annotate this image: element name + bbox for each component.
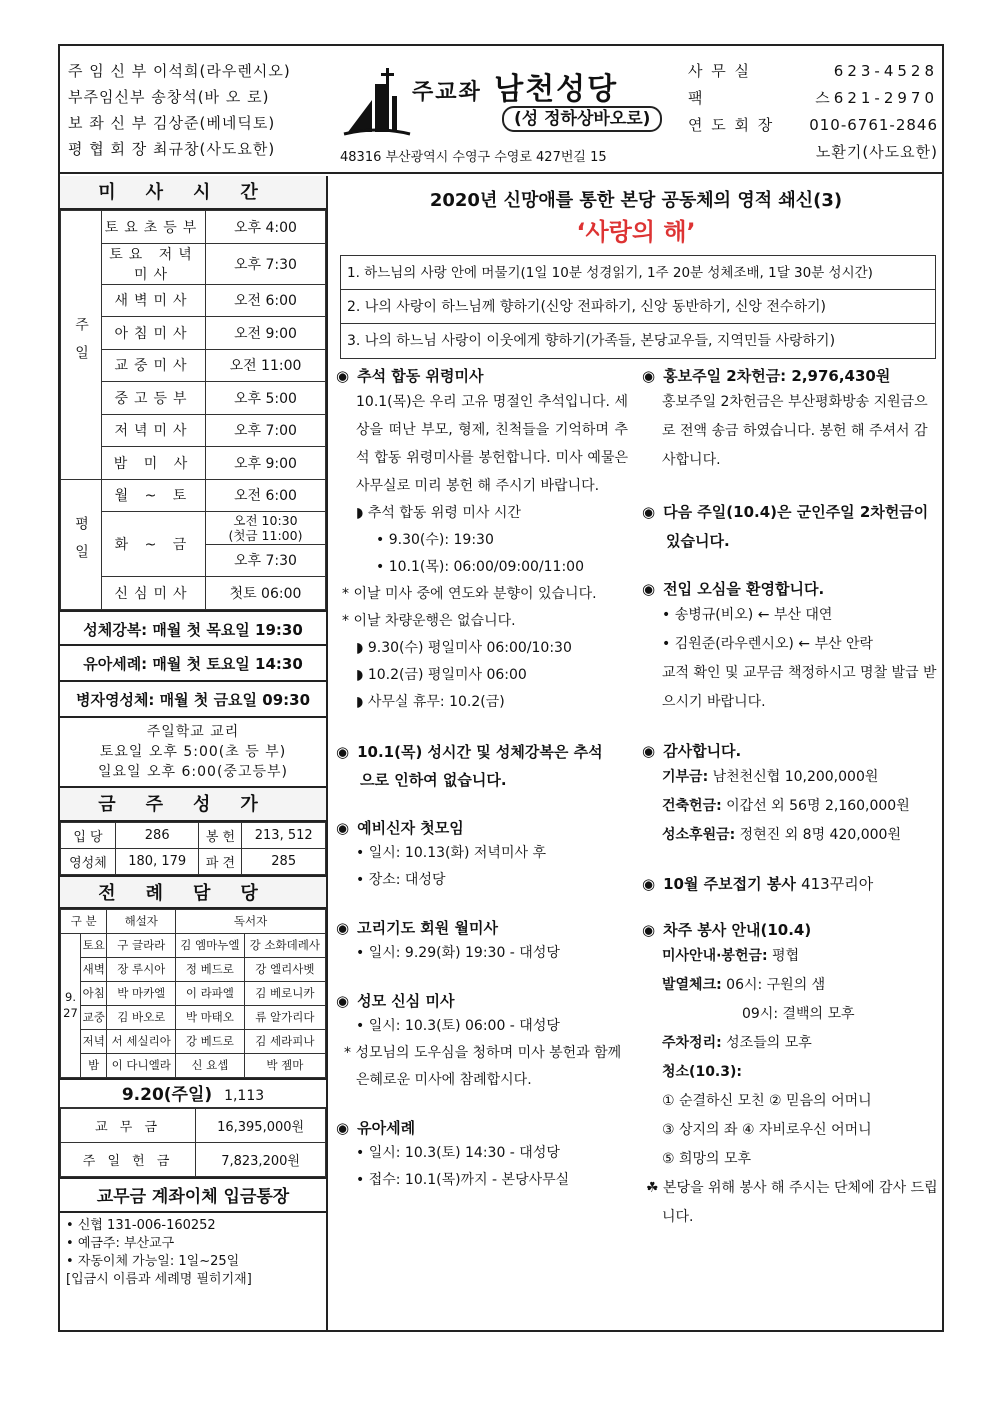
- list-item: ③ 상지의 좌 ④ 자비로우신 어머니: [662, 1122, 872, 1138]
- closing-note: ☘ 본당을 위해 봉사 해 주시는 단체에 감사 드립니다.: [646, 1180, 938, 1225]
- page-title: 2020년 신망애를 통한 본당 공동체의 영적 쇄신(3): [429, 190, 843, 211]
- table-row: 오후 7:30: [61, 544, 326, 577]
- table-row: 평일 월 ~ 토 오전 6:00: [61, 479, 326, 512]
- list-item: • 9.30(수): 19:30: [376, 532, 494, 548]
- table-row: 중고등부 오후 5:00: [61, 382, 326, 415]
- list-item: * 성모님의 도우심을 청하며 미사 봉헌과 함께 은혜로운 미사에 참례합시다.: [344, 1045, 622, 1088]
- church-patron: (성 정하상바오로): [502, 106, 662, 132]
- list-item: ◗ 10.2(금) 평일미사 06:00: [356, 667, 527, 683]
- bank-title: 교무금 계좌이체 입금통장: [60, 1177, 326, 1213]
- section-heading: ◉ 예비신자 첫모임: [336, 819, 464, 837]
- list-item: ① 순결하신 모친 ② 믿음의 어머니: [662, 1093, 872, 1109]
- list-item: • 장소: 대성당: [356, 872, 446, 888]
- table-row: 아침미사 오전 9:00: [61, 317, 326, 350]
- list-item: 청소(10.3):: [662, 1064, 742, 1080]
- bank-note: [입금시 이름과 세례명 필히기재]: [66, 1271, 252, 1287]
- liturgy-title: 전례담당: [60, 875, 326, 909]
- list-item: • 송병규(비오) ← 부산 대연: [662, 607, 833, 623]
- table-row: 새벽 장 루시아 정 베드로 강 엘리사벳: [61, 957, 326, 981]
- sunday-school: 주일학교 교리 토요일 오후 5:00(초 등 부) 일요일 오후 6:00(중고등부): [60, 718, 326, 788]
- table-row: 저녁 서 세실리아 강 베드로 김 세라피나: [61, 1029, 326, 1053]
- table-row: 새벽미사 오전 6:00: [61, 284, 326, 317]
- section-heading: ◉ 성모 신심 미사: [336, 992, 455, 1010]
- goals-box: [340, 255, 936, 359]
- section-heading: ◉ 홍보주일 2차헌금: 2,976,430원: [642, 367, 891, 385]
- list-item: 2. 나의 사랑이 하느님께 향하기(신앙 전파하기, 신앙 동반하기, 신앙 전수하기): [341, 290, 935, 324]
- staff-list: [68, 58, 333, 162]
- list-item: * 이날 미사 중에 연도와 분향이 있습니다.: [342, 586, 597, 602]
- list-item: 기부금: 남천천신협 10,200,000원: [662, 769, 879, 785]
- table-row: 화 ~ 금 오전 10:30 (첫금 11:00): [61, 512, 326, 545]
- list-item: • 일시: 10.3(토) 14:30 - 대성당: [356, 1145, 560, 1161]
- section-heading: ◉ 고리기도 회원 월미사: [336, 919, 498, 937]
- anointing-line: 병자영성체: 매월 첫 금요일 09:30: [60, 682, 326, 718]
- hymns-title: 금주성가: [60, 788, 326, 822]
- weekday-label: 평일: [61, 479, 102, 609]
- table-row: 신심미사 첫토 06:00: [61, 577, 326, 610]
- left-sidebar: [60, 176, 328, 1330]
- adoration-line: 성체강복: 매월 첫 목요일 19:30: [60, 610, 326, 646]
- staff-row: 주 임 신 부 이석희(라우렌시오): [68, 62, 291, 80]
- list-item: 성소후원금: 정현진 외 8명 420,000원: [662, 827, 901, 843]
- sunday-label: 주일: [61, 211, 102, 480]
- church-address: 48316 부산광역시 수영구 수영로 427번길 15: [340, 150, 607, 165]
- list-item: 주차정리: 성조들의 모후: [662, 1035, 812, 1051]
- list-item: • 자동이체 가능일: 1일~25일: [66, 1253, 240, 1269]
- list-item: • 예금주: 부산교구: [66, 1235, 175, 1251]
- section-heading: ◉ 10.1(목) 성시간 및 성체강복은 추석: [336, 743, 603, 761]
- contact-row: 연 도 회 장 010-6761-2846: [688, 116, 938, 134]
- section-heading: ◉ 추석 합동 위령미사: [336, 367, 484, 385]
- list-item: 1. 하느님의 사랑 안에 머물기(1일 10분 성경읽기, 1주 20분 성체조배, 1달 30분 성시간): [341, 256, 935, 290]
- staff-row: 부주임신부 송창석(바 오 로): [68, 88, 270, 106]
- bulletin-page: [58, 44, 944, 1332]
- table-row: 9. 27 토요 구 글라라 김 엠마누엘 강 소화데레사: [61, 933, 326, 957]
- section-heading: ◉ 다음 주일(10.4)은 군인주일 2차헌금이: [642, 503, 929, 521]
- page-subtitle: ‘사랑의 해’: [576, 218, 696, 246]
- staff-row: 보 좌 신 부 김상준(베네딕토): [68, 114, 276, 132]
- list-item: • 10.1(목): 06:00/09:00/11:00: [376, 559, 584, 575]
- contact-row: 팩 스621-2970: [688, 89, 938, 107]
- table-row: 교 무 금 16,395,000원: [61, 1108, 326, 1142]
- list-item: • 일시: 10.3(토) 06:00 - 대성당: [356, 1018, 560, 1034]
- list-item: 3. 나의 하느님 사랑이 이웃에게 향하기(가족들, 본당교우들, 지역민들 사랑하기): [347, 333, 836, 349]
- list-item: ◗ 사무실 휴무: 10.2(금): [356, 694, 505, 710]
- list-item: * 이날 차량운행은 없습니다.: [342, 613, 516, 629]
- section-heading: ◉ 차주 봉사 안내(10.4): [642, 921, 812, 939]
- list-item: • 일시: 10.13(화) 저녁미사 후: [356, 845, 546, 861]
- list-item: ◗ 9.30(수) 평일미사 06:00/10:30: [356, 640, 572, 656]
- clover-icon: ☘: [646, 1180, 659, 1196]
- liturgy-date: 9. 27: [61, 933, 81, 1077]
- table-row: 교중 김 바오로 박 마태오 류 알가리다: [61, 1005, 326, 1029]
- list-item: ⑤ 희망의 모후: [662, 1151, 752, 1167]
- table-row: 저녁미사 오후 7:00: [61, 414, 326, 447]
- list-item: • 접수: 10.1(목)까지 - 본당사무실: [356, 1172, 570, 1188]
- church-title: 주교좌 남천성당: [412, 72, 619, 107]
- bank-details: [60, 1213, 326, 1293]
- staff-row: 평 협 회 장 최규창(사도요한): [68, 140, 276, 158]
- section-heading: ◉ 유아세례: [336, 1119, 416, 1137]
- list-item: 건축헌금: 이갑선 외 56명 2,160,000원: [662, 798, 910, 814]
- list-item: • 일시: 9.29(화) 19:30 - 대성당: [356, 945, 560, 961]
- section-heading: ◉ 전입 오심을 환영합니다.: [642, 580, 825, 598]
- bulletin-header: [60, 46, 942, 174]
- table-row: 주 일 헌 금 7,823,200원: [61, 1142, 326, 1176]
- section-heading: ◉ 10월 주보접기 봉사 413꾸리아: [642, 875, 874, 893]
- table-row: 아침 박 마카엘 이 라파엘 김 베로니카: [61, 981, 326, 1005]
- table-row: 밤 이 다니엘라 신 요셉 박 젬마: [61, 1053, 326, 1077]
- hymns-table: [60, 822, 326, 875]
- table-row: 밤 미 사 오후 9:00: [61, 447, 326, 480]
- list-item: • 김원준(라우렌시오) ← 부산 안락: [662, 636, 874, 652]
- table-row: 영성체 180, 179 파 견 285: [61, 848, 326, 874]
- table-row: 입 당 286 봉 헌 213, 512: [61, 822, 326, 848]
- table-row: 토요 저녁미사 오후 7:30: [61, 243, 326, 284]
- contact-list: [688, 58, 938, 166]
- list-item: 발열체크: 06시: 구원의 샘: [662, 977, 826, 993]
- mass-times-title: 미사시간: [60, 176, 326, 210]
- news-column-right: ◉ 홍보주일 2차헌금: 2,976,430원 홍보주일 2차헌금은 부산평화방송 지원금으로 전액 송금 하였습니다. 봉헌 해 주셔서 감사합니다. ◉ 다음 주일(10.4)은 군인주일 2차헌금이 있습니다. ◉ 전입 오심을 환영합니다. • 송병규(비오) ← 부산 대연 • 김원준(라우렌시오) ← 부산 안락 교적 확인 및 교무금 책정하시고 명찰 발급 받으시기 바랍니다. ◉ 감사합니다. 기부금: 남천천신협 10,200,000원 건축헌금: 이갑선 외 56명 2,160,000원 성소후원금: 정현진 외 8명 420,000원 ◉ 10월 주보접기 봉사 413꾸리아 ◉ 차주 봉사 안내(10.4) 미사안내·봉헌금: 평협 발열체크: 06시: 구원의 샘 09시: 결백의 모후 주차정리: 성조들의 모후 청소(10.3): ① 순결하신 모친 ② 믿음의 어머니 ③ 상지의 좌 ④ 자비로우신 어머니 ⑤ 희망의 모후 ☘ 본당을 위해 봉사 해 주시는 단체에 감사 드립니다.: [642, 364, 938, 1232]
- church-logo-icon: [342, 66, 412, 138]
- infant-baptism-line: 유아세례: 매월 첫 토요일 14:30: [60, 646, 326, 682]
- list-item: ◗ 추석 합동 위령 미사 시간: [356, 505, 521, 521]
- list-item: 미사안내·봉헌금: 평협: [662, 948, 800, 964]
- table-row: 구 분 해설자 독서자: [61, 909, 326, 933]
- main-content: [330, 176, 942, 1330]
- contact-row: 노환기(사도요한): [815, 143, 938, 161]
- finance-table: [60, 1108, 326, 1177]
- section-heading: ◉ 감사합니다.: [642, 742, 742, 760]
- list-item: 09시: 결백의 모후: [742, 1006, 855, 1022]
- liturgy-table: [60, 909, 326, 1078]
- list-item: • 신협 131-006-160252: [66, 1217, 216, 1233]
- table-row: 교중미사 오전 11:00: [61, 349, 326, 382]
- news-column-left: ◉ 추석 합동 위령미사 10.1(목)은 우리 고유 명절인 추석입니다. 세상을 떠난 부모, 형제, 친척들을 기억하며 추석 합동 위령미사를 봉헌합니다. 미사 예물은 사무실로 미리 봉헌 해 주시기 바랍니다. ◗ 추석 합동 위령 미사 시간 • 9.30(수): 19:30 • 10.1(목): 06:00/09:00/11:00 * 이날 미사 중에 연도와 분향이 있습니다. * 이날 차량운행은 없습니다. ◗ 9.30(수) 평일미사 06:00/10:30 ◗ 10.2(금) 평일미사 06:00 ◗ 사무실 휴무: 10.2(금) ◉ 10.1(목) 성시간 및 성체강복은 추석 으로 인하여 없습니다. ◉ 예비신자 첫모임 • 일시: 10.13(화) 저녁미사 후 • 장소: 대성당 ◉ 고리기도 회원 월미사 • 일시: 9.29(화) 19:30 - 대성당 ◉ 성모 신심 미사 • 일시: 10.3(토) 06:00 - 대성당 * 성모님의 도우심을 청하며 미사 봉헌과 함께 은혜로운 미사에 참례합시다. ◉ 유아세례 • 일시: 10.3(토) 14:30 - 대성당 • 접수: 10.1(목)까지 - 본당사무실: [336, 364, 628, 1194]
- mass-schedule-table: [60, 210, 326, 610]
- table-row: 주일 토요초등부 오후 4:00: [61, 211, 326, 244]
- week-attendance: 9.20(주일) 1,113: [60, 1078, 326, 1108]
- contact-row: 사 무 실 623-4528: [688, 62, 938, 80]
